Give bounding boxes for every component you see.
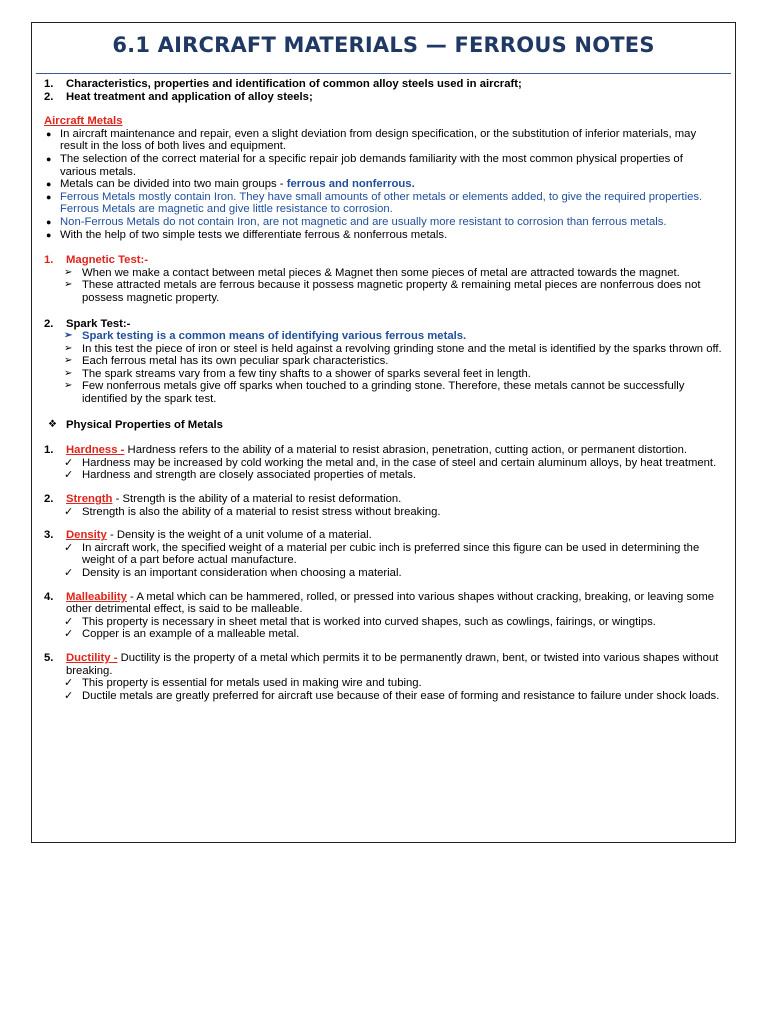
- check-point: [42, 690, 722, 703]
- property-text: [66, 444, 722, 457]
- check-text: This property is essential for metals used in making wire and tubing.: [82, 677, 422, 690]
- arrow-icon: ➢: [64, 342, 73, 354]
- arrow-icon: ➢: [64, 367, 73, 379]
- property-definition: - Strength is the ability of a material to resist deformation.: [112, 493, 402, 506]
- bullet-text: With the help of two simple tests we differentiate ferrous & nonferrous metals.: [60, 228, 448, 241]
- property-definition: - Density is the weight of a unit volume of a material.: [106, 529, 372, 542]
- property-definition: - A metal which can be hammered, rolled, or pressed into various shapes without cracking, breaking, or leaving some other detrimental effect, is said to be malleable.: [66, 590, 715, 616]
- bullet-icon: ●: [46, 216, 52, 227]
- property-term: Ductility -: [66, 651, 118, 664]
- check-text: This property is necessary in sheet metal that is worked into curved shapes, such as cowlings, fairings, or wingtips.: [82, 615, 656, 628]
- check-icon: ✓: [64, 615, 74, 628]
- check-icon: ✓: [64, 677, 74, 690]
- bullet-item: [42, 128, 722, 153]
- objective-text: Characteristics, properties and identification of common alloy steels used in aircraft;: [66, 78, 522, 90]
- bullet-item: [42, 229, 722, 242]
- arrow-icon: ➢: [64, 355, 73, 367]
- arrow-point: [42, 267, 722, 280]
- objective-text: Heat treatment and application of alloy steels;: [66, 90, 313, 103]
- check-point: [42, 567, 722, 580]
- check-icon: ✓: [64, 469, 74, 482]
- arrow-icon: ➢: [64, 266, 73, 278]
- ferrous-nonferrous-highlight: ferrous and nonferrous.: [286, 178, 415, 191]
- check-point: [42, 616, 722, 629]
- check-text: Hardness and strength are closely associated properties of metals.: [82, 469, 417, 482]
- point-text: Few nonferrous metals give off sparks when touched to a grinding stone. Therefore, these metals cannot be successfully identified by the spark test.: [82, 380, 685, 406]
- bullet-text: The selection of the correct material for a specific repair job demands familiarity with the most common physical properties of various metals.: [60, 152, 683, 178]
- magnetic-test-heading: Magnetic Test:-: [66, 254, 149, 267]
- property-item-malleability: [42, 591, 722, 616]
- objective-item: [42, 78, 722, 91]
- bullet-text: [60, 178, 722, 191]
- bullet-item: [42, 178, 722, 191]
- check-icon: ✓: [64, 628, 74, 641]
- property-number: 5.: [44, 651, 54, 664]
- bullet-icon: ●: [46, 179, 52, 190]
- bullet-text-main: Metals can be divided into two main groups -: [60, 178, 287, 191]
- page-title: 6.1 AIRCRAFT MATERIALS — FERROUS NOTES: [112, 33, 655, 57]
- property-item-hardness: [42, 444, 722, 457]
- title-rule: [36, 73, 731, 74]
- property-definition: Hardness refers to the ability of a material to resist abrasion, penetration, cutting action, or permanent distortion.: [124, 444, 688, 457]
- spacer: [42, 431, 722, 444]
- bullet-item: [42, 153, 722, 178]
- check-icon: ✓: [64, 541, 74, 554]
- spacer: [42, 305, 722, 318]
- point-text: Spark testing is a common means of identifying various ferrous metals.: [82, 330, 467, 343]
- spark-test-number: 2.: [44, 317, 54, 330]
- check-icon: ✓: [64, 689, 74, 702]
- check-icon: ✓: [64, 505, 74, 518]
- property-number: 4.: [44, 590, 54, 603]
- property-text: [66, 493, 722, 506]
- property-term: Malleability: [66, 590, 127, 603]
- spacer: [42, 641, 722, 652]
- point-text: The spark streams vary from a few tiny shafts to a shower of sparks several feet in length.: [82, 367, 531, 380]
- spark-test-heading: Spark Test:-: [66, 317, 131, 330]
- property-term: Hardness -: [66, 444, 125, 457]
- document-content: [42, 78, 722, 702]
- check-icon: ✓: [64, 456, 74, 469]
- bullet-icon: ●: [46, 128, 52, 139]
- bullet-text: In aircraft maintenance and repair, even a slight deviation from design specification, or the substitution of inferior materials, may result in the loss of both lives and equipment.: [60, 127, 697, 153]
- check-text: Copper is an example of a malleable metal.: [82, 628, 300, 641]
- bullet-item: [42, 191, 722, 216]
- bullet-icon: ●: [46, 191, 52, 202]
- physical-properties-heading-row: [42, 419, 722, 432]
- spacer: [42, 406, 722, 419]
- check-point: [42, 469, 722, 482]
- arrow-point: [42, 380, 722, 405]
- property-number: 2.: [44, 493, 54, 506]
- check-point: [42, 506, 722, 519]
- bullet-text: Ferrous Metals mostly contain Iron. They have small amounts of other metals or elements added, to give the required properties. Ferrous Metals are magnetic and give little resistance to corrosion.: [60, 190, 703, 216]
- check-text: In aircraft work, the specified weight of a material per cubic inch is preferred since this figure can be used in determining the weight of a part before actual manufacture.: [82, 541, 700, 567]
- property-number: 3.: [44, 529, 54, 542]
- magnetic-test-heading-row: [42, 254, 722, 267]
- arrow-point: [42, 330, 722, 343]
- property-text: [66, 652, 722, 677]
- point-text: When we make a contact between metal pieces & Magnet then some pieces of metal are attracted towards the magnet.: [82, 266, 680, 279]
- arrow-point: [42, 279, 722, 304]
- point-text: In this test the piece of iron or steel is held against a revolving grinding stone and the metal is identified by the sparks thrown off.: [82, 342, 722, 355]
- spacer: [42, 580, 722, 591]
- spacer: [42, 241, 722, 254]
- spacer: [42, 482, 722, 493]
- arrow-icon: ➢: [64, 330, 73, 342]
- check-point: [42, 677, 722, 690]
- property-text: [66, 529, 722, 542]
- check-point: [42, 628, 722, 641]
- point-text: These attracted metals are ferrous because it possess magnetic property & remaining metal pieces are nonferrous does not possess magnetic property.: [82, 279, 701, 304]
- objective-number: 1.: [44, 78, 54, 90]
- property-item-density: [42, 529, 722, 542]
- objective-item: [42, 91, 722, 104]
- aircraft-metals-section: [42, 115, 722, 128]
- property-item-ductility: [42, 652, 722, 677]
- property-term: Density: [66, 529, 107, 542]
- bullet-icon: ●: [46, 153, 52, 164]
- property-item-strength: [42, 493, 722, 506]
- check-text: Ductile metals are greatly preferred for aircraft use because of their ease of forming and resistance to failure under shock loads.: [82, 689, 720, 702]
- arrow-point: [42, 355, 722, 368]
- check-point: [42, 457, 722, 470]
- objective-number: 2.: [44, 90, 54, 103]
- diamond-icon: ❖: [48, 418, 57, 430]
- check-icon: ✓: [64, 567, 74, 579]
- point-text: Each ferrous metal has its own peculiar spark characteristics.: [82, 355, 389, 368]
- property-text: [66, 591, 722, 616]
- check-point: [42, 542, 722, 567]
- document-page: [31, 22, 736, 843]
- arrow-point: [42, 368, 722, 381]
- bullet-item: [42, 216, 722, 229]
- arrow-icon: ➢: [64, 380, 73, 392]
- arrow-icon: ➢: [64, 279, 73, 291]
- property-definition: Ductility is the property of a metal which permits it to be permanently drawn, bent, or twisted into various shapes without breaking.: [66, 651, 719, 677]
- check-text: Density is an important consideration when choosing a material.: [82, 567, 402, 579]
- property-term: Strength: [66, 493, 113, 506]
- magnetic-test-number: 1.: [44, 254, 54, 267]
- check-text: Hardness may be increased by cold working the metal and, in the case of steel and certain aluminum alloys, by heat treatment.: [82, 456, 717, 469]
- aircraft-metals-heading: Aircraft Metals: [44, 115, 123, 128]
- bullet-icon: ●: [46, 229, 52, 240]
- check-text: Strength is also the ability of a material to resist stress without breaking.: [82, 505, 441, 518]
- bullet-text: Non-Ferrous Metals do not contain Iron, are not magnetic and are usually more resistant to corrosion than ferrous metals.: [60, 215, 667, 228]
- physical-properties-heading: Physical Properties of Metals: [66, 418, 223, 431]
- spark-test-heading-row: [42, 318, 722, 331]
- arrow-point: [42, 343, 722, 356]
- spacer: [42, 518, 722, 529]
- property-number: 1.: [44, 444, 54, 457]
